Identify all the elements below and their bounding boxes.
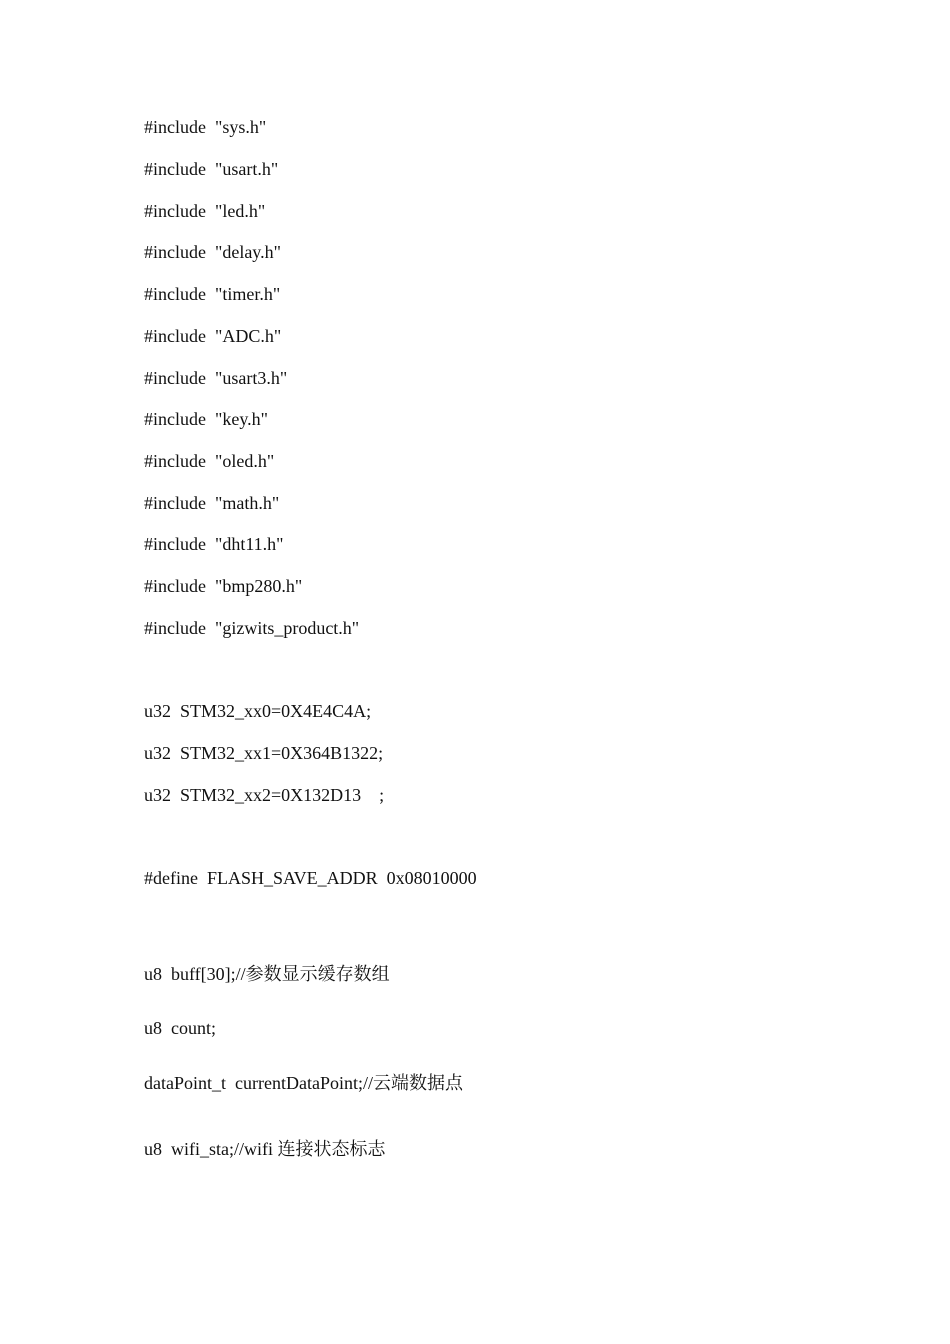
code-line-include-adc: #include "ADC.h" bbox=[144, 326, 282, 346]
code-line-include-led: #include "led.h" bbox=[144, 201, 266, 221]
code-line-stm32-xx2: u32 STM32_xx2=0X132D13 ; bbox=[144, 785, 385, 805]
code-line-include-oled: #include "oled.h" bbox=[144, 451, 275, 471]
code-line-include-dht11: #include "dht11.h" bbox=[144, 534, 284, 554]
code-line-buff: u8 buff[30];//参数显示缓存数组 bbox=[144, 964, 390, 984]
code-line-include-bmp280: #include "bmp280.h" bbox=[144, 576, 303, 596]
code-line-include-key: #include "key.h" bbox=[144, 409, 268, 429]
code-line-include-timer: #include "timer.h" bbox=[144, 284, 281, 304]
code-line-define-flash: #define FLASH_SAVE_ADDR 0x08010000 bbox=[144, 868, 477, 888]
code-line-wifi-sta: u8 wifi_sta;//wifi 连接状态标志 bbox=[144, 1139, 386, 1159]
code-line-stm32-xx1: u32 STM32_xx1=0X364B1322; bbox=[144, 743, 384, 763]
code-line-current-data-point: dataPoint_t currentDataPoint;//云端数据点 bbox=[144, 1073, 463, 1093]
code-line-include-usart3: #include "usart3.h" bbox=[144, 368, 288, 388]
code-line-include-usart: #include "usart.h" bbox=[144, 159, 279, 179]
code-line-include-math: #include "math.h" bbox=[144, 493, 280, 513]
code-line-stm32-xx0: u32 STM32_xx0=0X4E4C4A; bbox=[144, 701, 372, 721]
code-line-include-gizwits: #include "gizwits_product.h" bbox=[144, 618, 360, 638]
code-line-include-sys: #include "sys.h" bbox=[144, 117, 267, 137]
code-line-include-delay: #include "delay.h" bbox=[144, 242, 281, 262]
code-line-count: u8 count; bbox=[144, 1018, 216, 1038]
